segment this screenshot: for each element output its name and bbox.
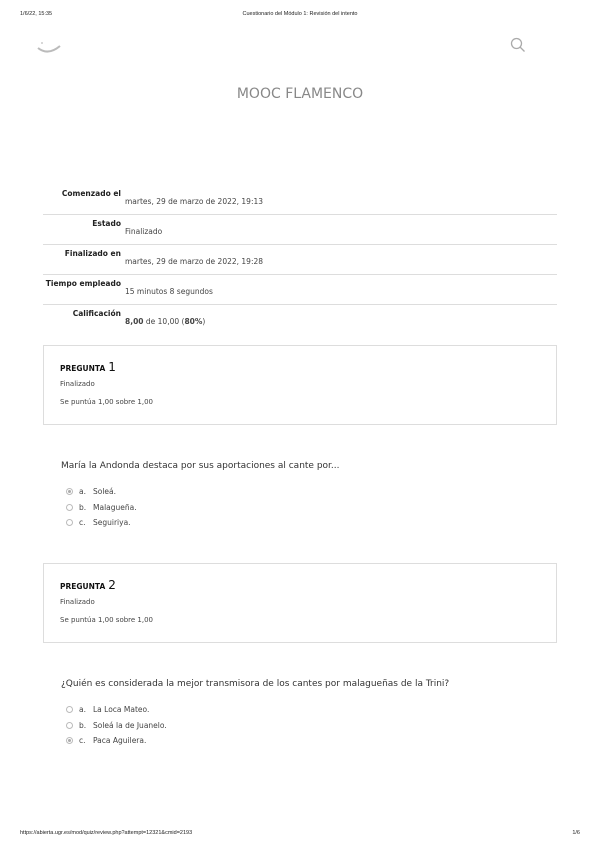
question-mark: Se puntúa 1,00 sobre 1,00 (60, 616, 154, 624)
radio-checked-icon[interactable] (66, 488, 73, 495)
answer-option[interactable] (66, 733, 167, 749)
question-heading (60, 578, 540, 592)
radio-checked-icon[interactable] (66, 737, 73, 744)
grade-value (121, 305, 205, 335)
radio-icon[interactable] (66, 504, 73, 511)
radio-icon[interactable] (66, 722, 73, 729)
print-page-number: 1/6 (572, 830, 580, 836)
question-text: ¿Quién es considerada la mejor transmisora de los cantes por malagueñas de la Trini? (61, 679, 450, 689)
option-letter: b. (79, 502, 87, 512)
question-label: PREGUNTA (60, 364, 106, 373)
summary-key: Finalizado en (64, 249, 121, 258)
option-text: Soleá la de Juanelo. (93, 720, 167, 730)
question-state: Finalizado (60, 598, 95, 606)
summary-value: martes, 29 de marzo de 2022, 19:28 (125, 257, 264, 266)
grade-of: de 10,00 ( (143, 317, 185, 326)
attempt-summary-table (43, 185, 557, 335)
search-icon[interactable] (510, 37, 526, 53)
logo-icon[interactable] (36, 40, 62, 56)
option-text: La Loca Mateo. (93, 705, 150, 715)
option-text: Malagueña. (93, 502, 137, 512)
summary-value: 15 minutos 8 segundos (125, 287, 213, 296)
option-text: Seguiriya. (93, 518, 131, 528)
grade-score: 8,00 (125, 317, 144, 326)
grade-close: ) (202, 317, 206, 326)
answer-option[interactable] (66, 500, 137, 516)
answer-option[interactable] (66, 718, 167, 734)
summary-key: Tiempo empleado (45, 279, 121, 288)
summary-value: martes, 29 de marzo de 2022, 19:13 (125, 197, 264, 206)
option-letter: c. (79, 518, 86, 528)
option-letter: b. (79, 720, 87, 730)
question-heading (60, 360, 540, 374)
answer-option[interactable] (66, 515, 137, 531)
option-text: Paca Aguilera. (93, 736, 147, 746)
question-info-2 (43, 563, 557, 643)
radio-icon[interactable] (66, 706, 73, 713)
question-state: Finalizado (60, 380, 95, 388)
option-letter: c. (79, 736, 86, 746)
question-label: PREGUNTA (60, 582, 106, 591)
print-url: https://abierta.ugr.es/mod/quiz/review.php?attempt=12321&cmid=2193 (20, 830, 193, 836)
summary-key: Calificación (72, 309, 121, 318)
question-number: 1 (108, 360, 116, 374)
answer-options (66, 702, 167, 749)
option-text: Soleá. (93, 487, 117, 497)
answer-option[interactable] (66, 484, 137, 500)
summary-value: Finalizado (125, 227, 163, 236)
grade-pct: 80% (184, 317, 203, 326)
question-number: 2 (108, 578, 116, 592)
print-title: Cuestionario del Módulo 1: Revisión del intento (242, 11, 358, 17)
site-title: MOOC FLAMENCO (236, 86, 364, 102)
summary-key: Estado (92, 219, 121, 228)
question-mark: Se puntúa 1,00 sobre 1,00 (60, 398, 154, 406)
print-datetime: 1/6/22, 15:35 (20, 11, 53, 17)
summary-key: Comenzado el (61, 189, 121, 198)
question-text: María la Andonda destaca por sus aportaciones al cante por... (61, 461, 340, 471)
answer-option[interactable] (66, 702, 167, 718)
option-letter: a. (79, 487, 86, 497)
question-info-1 (43, 345, 557, 425)
radio-icon[interactable] (66, 519, 73, 526)
option-letter: a. (79, 705, 86, 715)
answer-options (66, 484, 137, 531)
